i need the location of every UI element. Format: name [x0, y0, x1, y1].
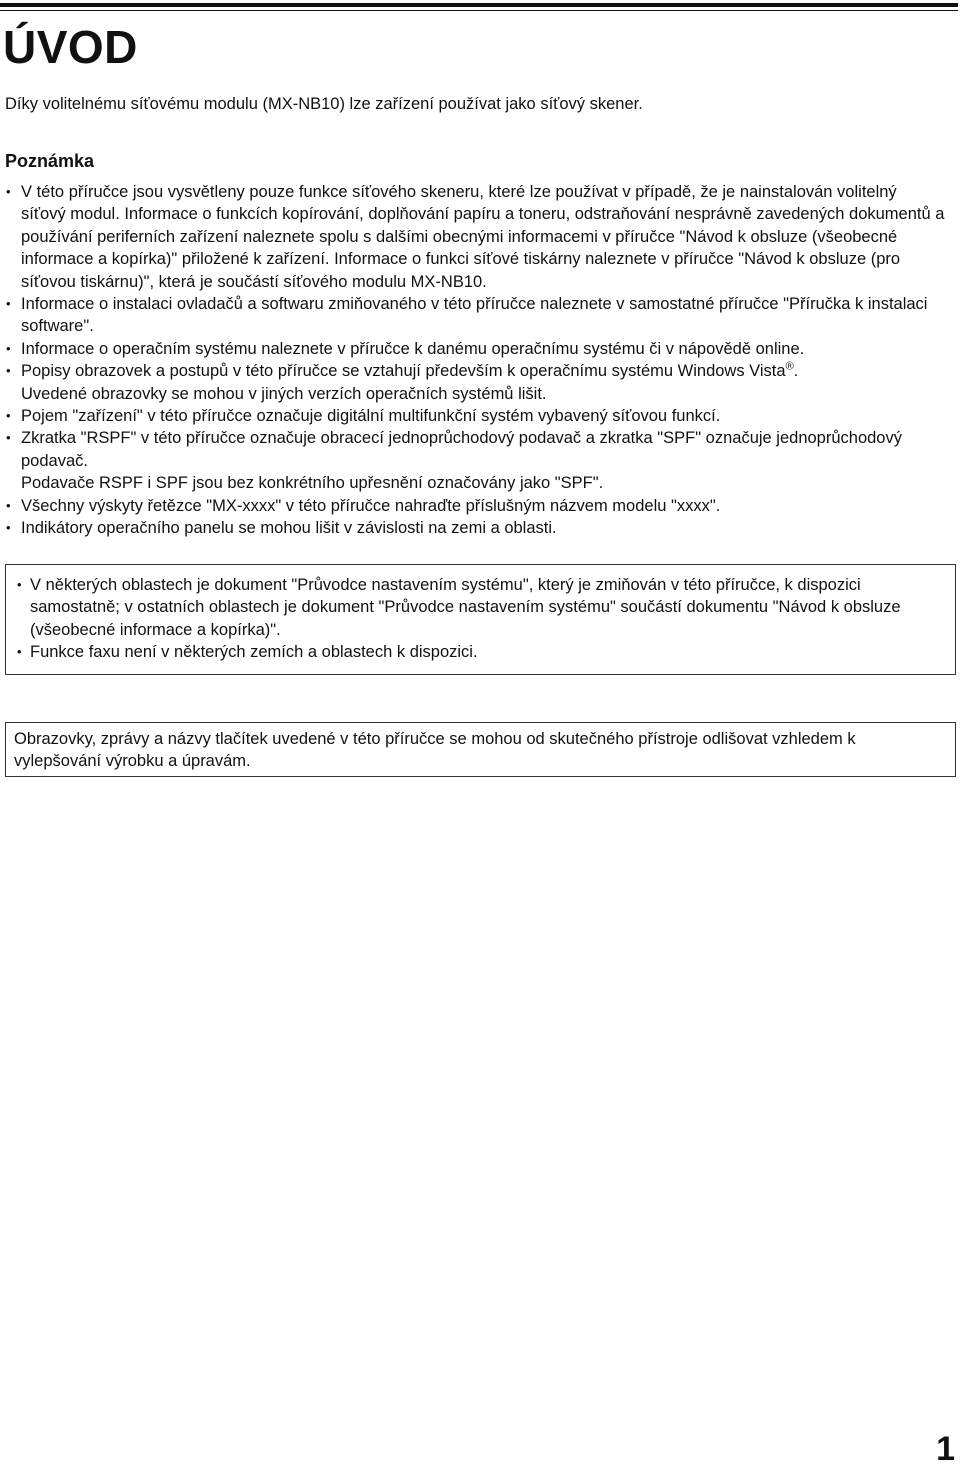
notice-item-text: V některých oblastech je dokument "Průvodce nastavením systému", který je zmiňován v této příručce, k dispozici samostatně; v ostatních oblastech je dokument "Průvodce nastavením systému" součástí dokumentu "Návod k obsluze (všeobecné informace a kopírka)". [30, 576, 901, 639]
list-item [5, 181, 945, 293]
list-item [5, 360, 945, 405]
list-item [5, 495, 945, 517]
disclaimer-box [5, 722, 956, 777]
disclaimer-text: Obrazovky, zprávy a názvy tlačítek uvedené v této příručce se mohou od skutečného přístroje odlišovat vzhledem k vylepšování výrobku a úpravám. [14, 730, 856, 771]
note-item-text: Všechny výskyty řetězce "MX-xxxx" v této příručce nahraďte příslušným názvem modelu "xxxx". [21, 496, 721, 515]
regional-notice-box [5, 564, 956, 675]
registered-mark: ® [785, 360, 794, 373]
bullet-icon: • [6, 296, 11, 312]
bullet-icon: • [17, 577, 22, 592]
note-heading: Poznámka [5, 151, 95, 171]
list-item [5, 338, 945, 360]
bullet-icon: • [6, 497, 11, 513]
bullet-icon: • [6, 430, 11, 446]
header-rule-thin [0, 10, 958, 11]
note-item-continuation: Uvedené obrazovky se mohou v jiných verzích operačních systémů lišit. [21, 384, 547, 403]
note-item-text: Indikátory operačního panelu se mohou lišit v závislosti na zemi a oblasti. [21, 519, 557, 538]
note-item-text: V této příručce jsou vysvětleny pouze funkce síťového skeneru, které lze používat v případě, že je nainstalován volitelný síťový modul. Informace o funkcích kopírování, doplňování papíru a toneru, odstraňování nesprávně zavedených dokumentů a používání periferních zařízení naleznete spolu s dalšími obecnými informacemi v příručce "Návod k obsluze (všeobecné informace a kopírka)" přiložené k zařízení. Informace o funkci síťové tiskárny naleznete v příručce "Návod k obsluze (pro síťovou tiskárnu)", která je součástí síťového modulu MX-NB10. [21, 183, 945, 291]
list-item [5, 405, 945, 427]
bullet-icon: • [6, 363, 11, 379]
list-item [5, 517, 945, 539]
note-item-text: Zkratka "RSPF" v této příručce označuje obracecí jednoprůchodový podavač a zkratka "SPF" označuje jednoprůchodový podavač. [21, 429, 902, 470]
regional-notice-list [18, 574, 945, 664]
note-item-end: . [793, 362, 799, 381]
notice-item-text: Funkce faxu není v některých zemích a oblastech k dispozici. [30, 643, 478, 662]
bullet-icon: • [6, 408, 11, 424]
page-number: 1 [936, 1430, 955, 1468]
header-rule-thick [0, 3, 958, 7]
bullet-icon: • [6, 340, 11, 356]
note-item-text: Pojem "zařízení" v této příručce označuje digitální multifunkční systém vybavený síťovou funkcí. [21, 407, 721, 426]
list-item [18, 574, 945, 641]
note-item-continuation: Podavače RSPF i SPF jsou bez konkrétního upřesnění označovány jako "SPF". [21, 474, 604, 493]
note-item-text: Informace o operačním systému naleznete v příručce k danému operačnímu systému či v nápovědě online. [21, 339, 805, 358]
list-item [5, 293, 945, 338]
note-item-text: Popisy obrazovek a postupů v této příručce se vztahují především k operačnímu systému Windows Vista [21, 362, 786, 381]
page-title: ÚVOD [3, 21, 138, 73]
bullet-icon: • [6, 184, 11, 199]
list-item [18, 641, 945, 663]
note-list [5, 181, 945, 540]
bullet-icon: • [17, 644, 22, 660]
intro-paragraph: Díky volitelnému síťovému modulu (MX-NB10) lze zařízení používat jako síťový skener. [5, 95, 643, 113]
note-item-text: Informace o instalaci ovladačů a softwaru zmiňovaného v této příručce naleznete v samostatné příručce "Příručka k instalaci software". [21, 295, 928, 336]
list-item [5, 427, 945, 494]
bullet-icon: • [6, 520, 11, 536]
